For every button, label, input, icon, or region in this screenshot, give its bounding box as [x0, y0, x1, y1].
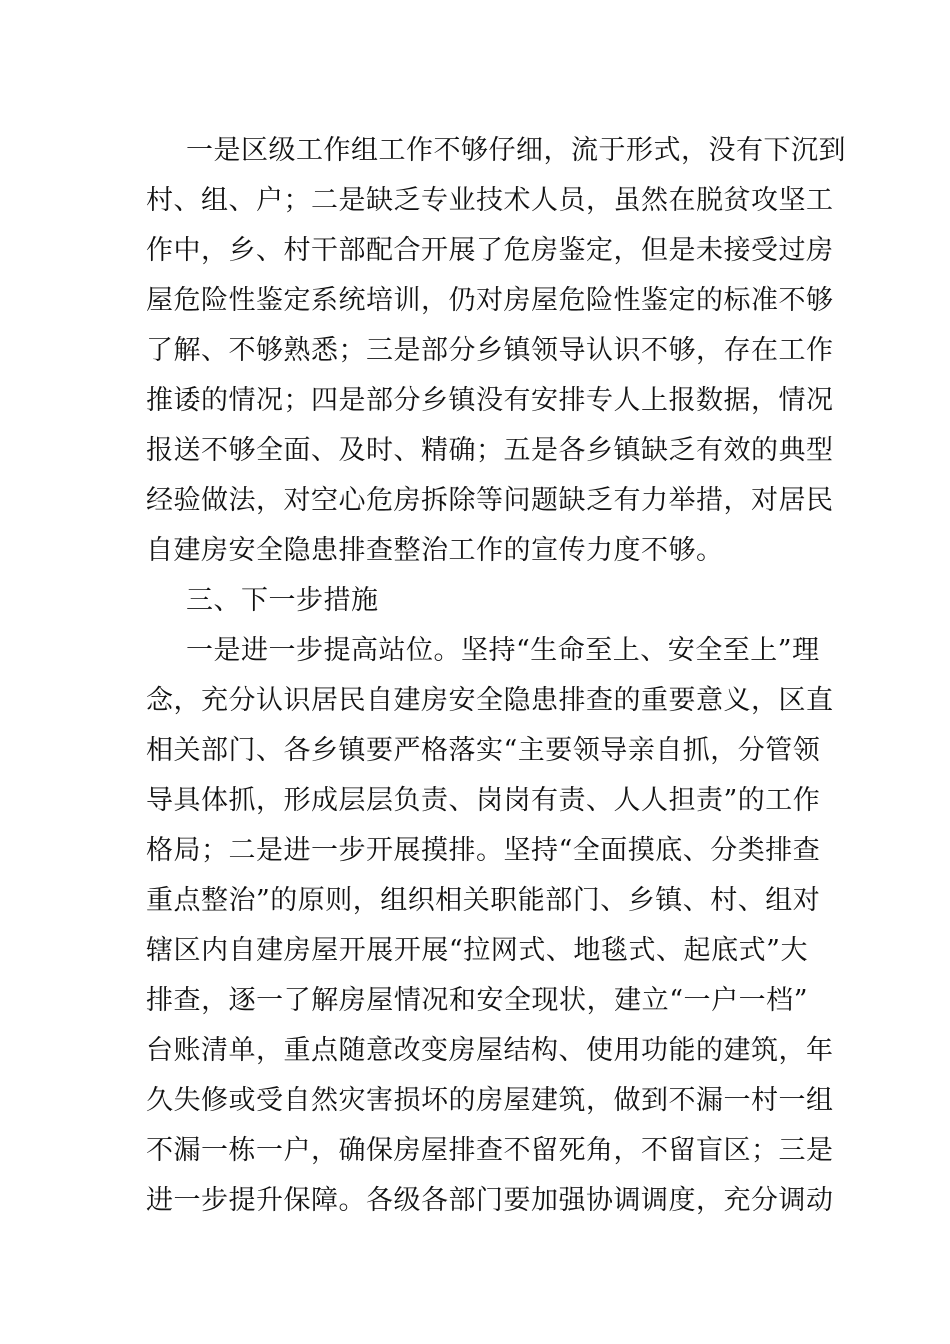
text-line: 相关部门、各乡镇要严格落实“主要领导亲自抓，分管领: [146, 735, 821, 766]
document-body: [146, 126, 846, 1226]
text-line: 格局；二是进一步开展摸排。坚持“全面摸底、分类排查: [146, 835, 821, 866]
text-line: 一是进一步提高站位。坚持“生命至上、安全至上”理: [186, 635, 820, 666]
text-line: 了解、不够熟悉；三是部分乡镇领导认识不够，存在工作: [146, 335, 834, 366]
text-line: 报送不够全面、及时、精确；五是各乡镇缺乏有效的典型: [146, 435, 834, 466]
text-line: 久失修或受自然灾害损坏的房屋建筑，做到不漏一村一组: [146, 1085, 834, 1116]
text-line: 不漏一栋一户，确保房屋排查不留死角，不留盲区；三是: [146, 1135, 834, 1166]
text-line: 进一步提升保障。各级各部门要加强协调调度，充分调动: [146, 1185, 834, 1216]
text-line: 台账清单，重点随意改变房屋结构、使用功能的建筑，年: [146, 1035, 834, 1066]
text-line: 经验做法，对空心危房拆除等问题缺乏有力举措，对居民: [146, 485, 834, 516]
text-line: 一是区级工作组工作不够仔细，流于形式，没有下沉到: [186, 135, 846, 166]
section-heading: 三、下一步措施: [186, 585, 379, 616]
text-line: 屋危险性鉴定系统培训，仍对房屋危险性鉴定的标准不够: [146, 285, 834, 316]
text-line: 导具体抓，形成层层负责、岗岗有责、人人担责”的工作: [146, 785, 821, 816]
text-line: 念，充分认识居民自建房安全隐患排查的重要意义，区直: [146, 685, 834, 716]
text-line: 辖区内自建房屋开展开展“拉网式、地毯式、起底式”大: [146, 935, 808, 966]
text-line: 重点整治”的原则，组织相关职能部门、乡镇、村、组对: [146, 885, 821, 916]
text-line: 推诿的情况；四是部分乡镇没有安排专人上报数据，情况: [146, 385, 834, 416]
text-line: 自建房安全隐患排查整治工作的宣传力度不够。: [146, 535, 724, 566]
text-line: 村、组、户；二是缺乏专业技术人员，虽然在脱贫攻坚工: [146, 185, 834, 216]
text-line: 作中，乡、村干部配合开展了危房鉴定，但是未接受过房: [146, 235, 834, 266]
text-line: 排查，逐一了解房屋情况和安全现状，建立“一户一档”: [146, 985, 808, 1016]
